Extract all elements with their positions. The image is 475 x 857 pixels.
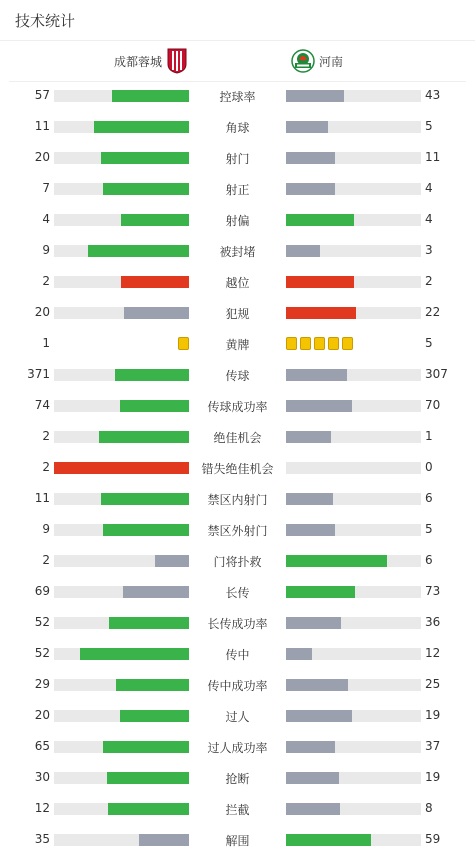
stat-label: 射正 [225,183,250,197]
stat-label: 拦截 [225,803,250,817]
stat-row [0,489,475,509]
stat-label: 错失绝佳机会 [201,462,274,476]
home-value: 2 [42,553,50,567]
stat-row [0,148,475,168]
away-bar-fill [286,121,328,133]
stat-row [0,768,475,788]
away-value: 73 [425,584,441,598]
away-bar-track [286,493,421,505]
home-bar-fill [109,617,189,629]
home-bar-fill [115,369,189,381]
away-bar-fill [286,214,354,226]
away-value: 25 [425,677,441,691]
away-value: 5 [425,522,433,536]
away-bar-fill [286,276,354,288]
home-value: 11 [34,119,50,133]
home-bar-track [54,431,189,443]
stat-row [0,458,475,478]
home-bar-fill [101,152,189,164]
home-bar-track [54,90,189,102]
home-team-logo-icon [167,48,187,74]
stat-label: 犯规 [225,307,250,321]
away-bar-fill [286,617,341,629]
away-value: 70 [425,398,441,412]
stat-label: 长传成功率 [207,617,268,631]
stat-label: 门将扑救 [213,555,262,569]
away-bar-track [286,462,421,474]
stat-label: 越位 [225,276,250,290]
stat-label: 抢断 [225,772,250,786]
away-bar-track [286,586,421,598]
stat-row [0,86,475,106]
stat-label: 过人 [225,710,250,724]
stat-label: 被封堵 [219,245,256,259]
away-bar-fill [286,741,335,753]
stat-row [0,427,475,447]
away-value: 5 [425,119,433,133]
home-value: 2 [42,274,50,288]
home-bar-track [54,245,189,257]
home-bar-track [54,152,189,164]
away-bar-fill [286,90,344,102]
home-bar-fill [121,214,189,226]
home-bar-fill [54,462,189,474]
stat-row [0,520,475,540]
home-bar-fill [108,803,189,815]
home-yellow-cards [178,337,189,350]
home-bar-fill [99,431,189,443]
home-bar-track [54,400,189,412]
home-value: 57 [34,88,50,102]
stat-row [0,179,475,199]
home-value: 2 [42,429,50,443]
home-bar-track [54,617,189,629]
away-value: 59 [425,832,441,846]
home-bar-track [54,555,189,567]
stat-label: 禁区内射门 [207,493,268,507]
away-value: 12 [425,646,441,660]
home-bar-track [54,834,189,846]
away-team-logo-icon [291,49,315,73]
page-title: 技术统计 [15,11,76,30]
home-bar-fill [116,679,189,691]
home-value: 52 [34,615,50,629]
home-bar-fill [123,586,189,598]
away-bar-fill [286,493,333,505]
away-value: 5 [425,336,433,350]
home-bar-track [54,493,189,505]
away-bar-fill [286,307,356,319]
away-bar-track [286,307,421,319]
away-bar-track [286,555,421,567]
stats-header [0,0,475,41]
away-bar-track [286,431,421,443]
stat-row [0,117,475,137]
home-bar-track [54,524,189,536]
away-bar-fill [286,679,348,691]
away-bar-track [286,245,421,257]
home-value: 29 [34,677,50,691]
home-value: 11 [34,491,50,505]
home-bar-track [54,741,189,753]
home-bar-fill [124,307,189,319]
away-team-name: 河南 [319,55,344,69]
stat-row [0,799,475,819]
stat-row [0,334,475,354]
stat-label: 射偏 [225,214,250,228]
stat-label: 控球率 [219,90,256,104]
home-team-name: 成都蓉城 [113,55,162,69]
home-value: 371 [27,367,50,381]
home-value: 20 [34,708,50,722]
home-bar-fill [121,276,189,288]
away-bar-track [286,834,421,846]
stat-label: 长传 [225,586,250,600]
away-bar-fill [286,648,312,660]
home-value: 69 [34,584,50,598]
away-bar-fill [286,183,335,195]
home-value: 20 [34,305,50,319]
home-value: 65 [34,739,50,753]
home-bar-fill [94,121,189,133]
stat-row [0,613,475,633]
away-value: 22 [425,305,441,319]
away-value: 36 [425,615,441,629]
away-value: 43 [425,88,441,102]
stat-label: 角球 [225,121,250,135]
away-bar-track [286,276,421,288]
away-bar-fill [286,586,355,598]
away-value: 6 [425,553,433,567]
home-bar-track [54,586,189,598]
away-value: 2 [425,274,433,288]
away-bar-fill [286,772,339,784]
stat-row [0,303,475,323]
stat-row [0,675,475,695]
away-bar-track [286,648,421,660]
stat-label: 传球 [225,369,250,383]
home-value: 35 [34,832,50,846]
stat-row [0,582,475,602]
away-bar-fill [286,834,371,846]
home-bar-track [54,772,189,784]
stat-row [0,830,475,850]
away-bar-track [286,214,421,226]
away-value: 307 [425,367,448,381]
stat-label: 禁区外射门 [207,524,268,538]
home-value: 7 [42,181,50,195]
away-bar-track [286,617,421,629]
away-value: 1 [425,429,433,443]
home-bar-track [54,462,189,474]
home-bar-track [54,183,189,195]
yellow-card-icon [300,337,311,350]
away-bar-track [286,183,421,195]
home-bar-track [54,307,189,319]
stat-label: 传中成功率 [207,679,268,693]
home-value: 20 [34,150,50,164]
home-bar-track [54,803,189,815]
stat-row [0,644,475,664]
home-bar-track [54,214,189,226]
yellow-card-icon [342,337,353,350]
stat-row [0,272,475,292]
away-bar-track [286,803,421,815]
away-bar-track [286,741,421,753]
home-value: 52 [34,646,50,660]
home-bar-fill [80,648,189,660]
home-value: 74 [34,398,50,412]
away-value: 4 [425,212,433,226]
stat-label: 传球成功率 [207,400,268,414]
home-value: 2 [42,460,50,474]
home-bar-fill [155,555,189,567]
home-bar-fill [139,834,189,846]
away-value: 4 [425,181,433,195]
away-bar-track [286,400,421,412]
away-bar-fill [286,152,335,164]
home-value: 12 [34,801,50,815]
away-value: 19 [425,770,441,784]
yellow-card-icon [286,337,297,350]
away-bar-track [286,121,421,133]
away-bar-fill [286,245,320,257]
home-bar-track [54,648,189,660]
away-bar-fill [286,369,347,381]
away-bar-fill [286,710,352,722]
away-bar-track [286,710,421,722]
away-value: 8 [425,801,433,815]
home-bar-track [54,679,189,691]
stat-label: 绝佳机会 [213,431,262,445]
away-bar-track [286,90,421,102]
stat-row [0,365,475,385]
yellow-card-icon [328,337,339,350]
away-value: 6 [425,491,433,505]
stat-row [0,706,475,726]
stat-label: 黄牌 [225,338,250,352]
yellow-card-icon [178,337,189,350]
stat-row [0,241,475,261]
stat-row [0,737,475,757]
home-bar-fill [103,183,189,195]
home-bar-fill [101,493,189,505]
away-bar-fill [286,431,331,443]
away-value: 19 [425,708,441,722]
stat-row [0,396,475,416]
stat-row [0,551,475,571]
away-value: 37 [425,739,441,753]
teams-bar [9,41,466,82]
home-bar-fill [103,741,189,753]
home-bar-track [54,369,189,381]
away-bar-track [286,679,421,691]
away-bar-track [286,369,421,381]
away-bar-track [286,772,421,784]
away-bar-fill [286,524,335,536]
away-value: 11 [425,150,441,164]
home-bar-fill [120,710,189,722]
away-bar-track [286,524,421,536]
away-bar-fill [286,555,387,567]
home-bar-track [54,276,189,288]
stat-label: 解围 [225,834,250,848]
home-value: 30 [34,770,50,784]
away-bar-track [286,152,421,164]
home-bar-fill [120,400,189,412]
home-bar-fill [88,245,189,257]
home-value: 9 [42,243,50,257]
away-value: 0 [425,460,433,474]
away-value: 3 [425,243,433,257]
stat-label: 过人成功率 [207,741,268,755]
home-bar-track [54,121,189,133]
home-value: 9 [42,522,50,536]
stat-row [0,210,475,230]
away-bar-fill [286,400,352,412]
away-yellow-cards [286,337,353,350]
home-value: 4 [42,212,50,226]
stat-label: 射门 [225,152,250,166]
home-value: 1 [42,336,50,350]
home-bar-fill [107,772,189,784]
stat-label: 传中 [225,648,250,662]
home-bar-fill [112,90,189,102]
home-bar-track [54,710,189,722]
yellow-card-icon [314,337,325,350]
home-bar-fill [103,524,189,536]
away-bar-fill [286,803,340,815]
